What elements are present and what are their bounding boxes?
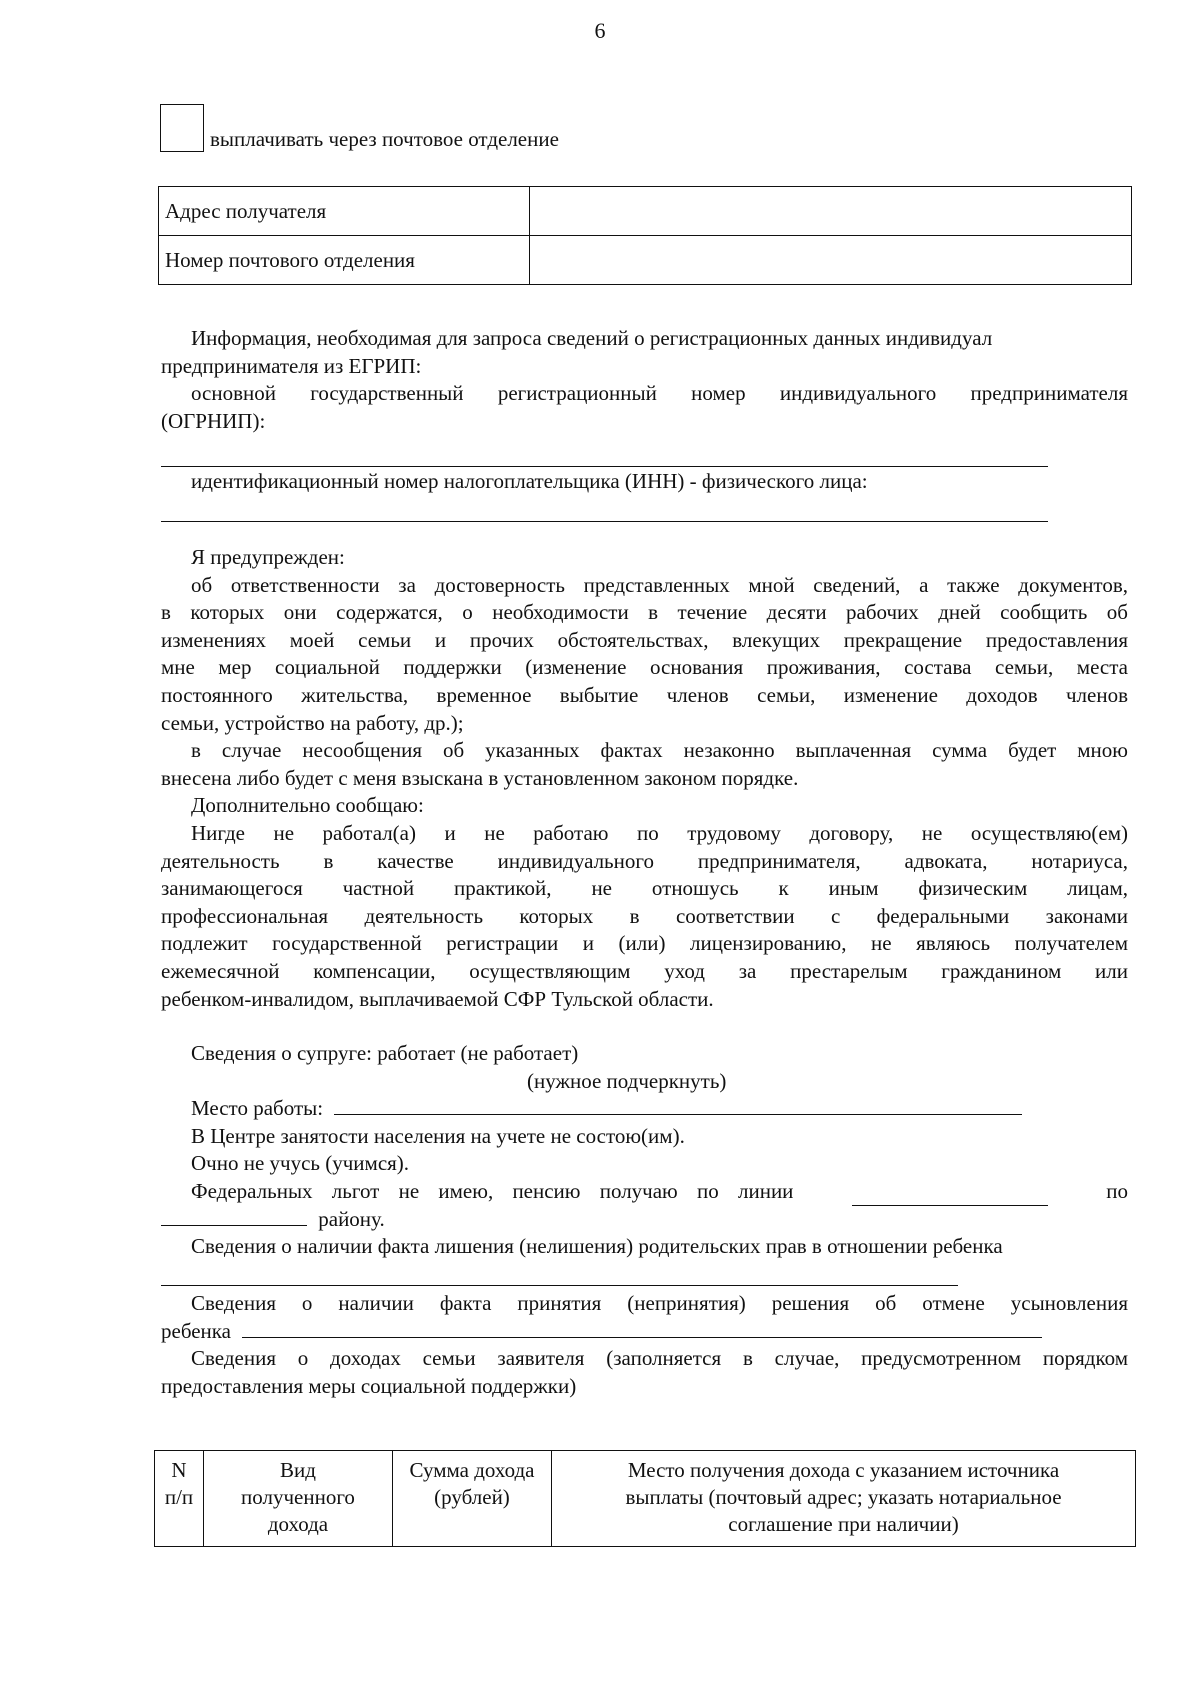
- adoption-label: Сведения о наличии факта принятия (непринятия) решения об отмене усыновления: [191, 1291, 1128, 1315]
- warning-line: в которых они содержатся, о необходимости в течение десяти рабочих дней сообщить об: [161, 600, 1128, 625]
- adoption-section: [161, 1290, 1128, 1400]
- column-header-line: соглашение при наличии): [728, 1512, 959, 1536]
- study-status: Очно не учусь (учимся).: [191, 1151, 410, 1176]
- income-intro: предоставления меры социальной поддержки): [161, 1373, 577, 1398]
- warning-line: внесена либо будет с меня взыскана в установленном законом порядке.: [161, 765, 799, 790]
- income-table: [154, 1450, 1136, 1547]
- spouse-section: [161, 1040, 1128, 1261]
- adoption-input-line[interactable]: [242, 1319, 1042, 1338]
- warning-line: мне мер социальной поддержки (изменение основания проживания, состава семьи, места: [161, 655, 1128, 680]
- additional-line: ежемесячной компенсации, осуществляющим уход за престарелым гражданином или: [161, 958, 1128, 983]
- spouse-status: Сведения о супруге: работает (не работает): [191, 1041, 579, 1065]
- ogrnip-input-line[interactable]: [161, 466, 1048, 467]
- underline-hint: (нужное подчеркнуть): [527, 1068, 727, 1093]
- column-header-line: Вид: [280, 1458, 316, 1482]
- adoption-row: [161, 1318, 1128, 1346]
- additional-line: занимающегося частной практикой, не отношусь к иным физическим лицам,: [161, 876, 1128, 901]
- warning-line: об ответственности за достоверность представленных мной сведений, а также документов,: [191, 572, 1128, 597]
- egrip-section: [161, 325, 1128, 435]
- recipient-address-label: Адрес получателя: [159, 187, 530, 236]
- benefits-district: району.: [318, 1206, 385, 1231]
- postal-payment-option: [160, 104, 559, 152]
- benefits-text: Федеральных льгот не имею, пенсию получаю по линии: [191, 1178, 794, 1203]
- column-header-line: (рублей): [434, 1485, 510, 1509]
- benefits-po: по: [1106, 1178, 1128, 1203]
- column-header-income-source: [552, 1451, 1136, 1547]
- workplace-row: [161, 1095, 1128, 1123]
- district-input-line[interactable]: [161, 1207, 307, 1226]
- table-row: [159, 187, 1132, 236]
- additional-heading: Дополнительно сообщаю:: [191, 793, 424, 818]
- column-header-line: п/п: [164, 1485, 194, 1509]
- table-row: [159, 236, 1132, 285]
- income-intro: Сведения о доходах семьи заявителя (заполняется в случае, предусмотренном порядком: [191, 1346, 1128, 1371]
- employment-center-status: В Центре занятости населения на учете не состою(им).: [191, 1123, 685, 1148]
- parental-rights-label: Сведения о наличии факта лишения (нелишения) родительских прав в отношении ребенка: [191, 1234, 1003, 1259]
- district-row: [161, 1206, 1128, 1234]
- column-header-line: выплаты (почтовый адрес; указать нотариальное: [625, 1485, 1062, 1509]
- postal-payment-label: выплачивать через почтовое отделение: [210, 126, 559, 151]
- column-header-income-type: [204, 1451, 393, 1547]
- workplace-label: Место работы:: [191, 1096, 324, 1121]
- recipient-address-field[interactable]: [530, 187, 1132, 236]
- benefits-row: [161, 1178, 1128, 1206]
- warning-line: семьи, устройство на работу, др.);: [161, 710, 464, 735]
- additional-line: ребенком-инвалидом, выплачиваемой СФР Тульской области.: [161, 986, 714, 1011]
- warning-line: постоянного жительства, временное выбытие членов семьи, изменение доходов членов: [161, 682, 1128, 707]
- ogrnip-label: (ОГРНИП):: [161, 408, 266, 433]
- additional-line: деятельность в качестве индивидуального предпринимателя, адвоката, нотариуса,: [161, 848, 1128, 873]
- egrip-intro-line: предпринимателя из ЕГРИП:: [161, 353, 422, 378]
- additional-line: подлежит государственной регистрации и (или) лицензированию, не являюсь получателем: [161, 931, 1128, 956]
- inn-section: [161, 468, 1128, 496]
- additional-line: Нигде не работал(а) и не работаю по трудовому договору, не осуществляю(ем): [191, 820, 1128, 845]
- column-header-line: полученного: [241, 1485, 355, 1509]
- parental-rights-input-line[interactable]: [161, 1285, 958, 1286]
- column-header-number: [155, 1451, 204, 1547]
- column-header-line: Сумма дохода: [409, 1458, 535, 1482]
- address-table: [158, 186, 1132, 285]
- warning-line: в случае несообщения об указанных фактах незаконно выплаченная сумма будет мною: [191, 738, 1128, 763]
- column-header-income-amount: [393, 1451, 552, 1547]
- table-header-row: [155, 1451, 1136, 1547]
- warning-section: [161, 544, 1128, 1013]
- page-number: 6: [594, 18, 606, 43]
- post-office-number-field[interactable]: [530, 236, 1132, 285]
- post-office-number-label: Номер почтового отделения: [159, 236, 530, 285]
- ogrnip-label: основной государственный регистрационный номер индивидуального предпринимателя: [191, 381, 1128, 406]
- column-header-line: Место получения дохода с указанием источника: [627, 1458, 1060, 1482]
- column-header-line: дохода: [267, 1512, 329, 1536]
- additional-line: профессиональная деятельность которых в соответствии с федеральными законами: [161, 903, 1128, 928]
- egrip-intro-line: Информация, необходимая для запроса сведений о регистрационных данных индивидуал: [191, 326, 993, 350]
- workplace-input-line[interactable]: [334, 1096, 1022, 1115]
- warning-line: изменениях моей семьи и прочих обстоятельствах, влекущих прекращение предоставления: [161, 627, 1128, 652]
- inn-label: идентификационный номер налогоплательщика (ИНН) - физического лица:: [191, 469, 868, 493]
- inn-input-line[interactable]: [161, 521, 1048, 522]
- postal-payment-checkbox[interactable]: [160, 104, 204, 152]
- adoption-label-child: ребенка: [161, 1318, 231, 1343]
- column-header-line: N: [171, 1458, 187, 1482]
- warning-heading: Я предупрежден:: [191, 545, 345, 569]
- pension-line-input[interactable]: [852, 1187, 1048, 1206]
